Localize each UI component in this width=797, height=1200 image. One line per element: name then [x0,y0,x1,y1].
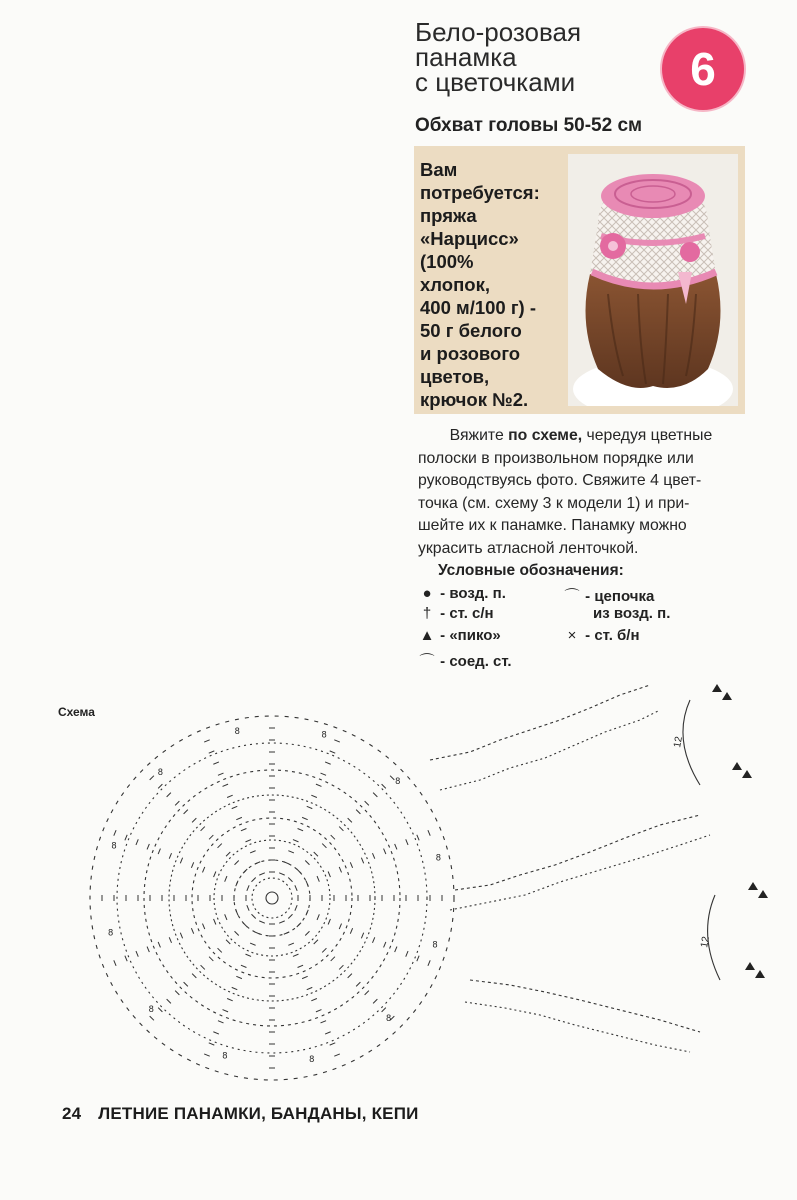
stitch-mark [225,876,227,882]
stitch-mark [201,965,205,969]
stitch-mark [243,869,247,873]
stitch-mark [334,740,340,742]
stitch-mark [314,940,318,944]
stitch-mark [255,862,261,864]
stitch-mark [331,957,335,961]
stitch-mark [325,1032,331,1034]
stitch-mark [236,910,238,916]
stitch-mark [284,932,290,934]
stitch-mark [339,924,341,930]
stitch-mark [382,784,386,788]
stitch-mark [339,867,341,873]
hat-photo-illustration [568,154,738,406]
stitch-mark [191,862,193,868]
stitch-mark [213,1032,219,1034]
stitch-mark [316,784,322,786]
stitch-mark [330,751,336,753]
stitch-mark [348,974,352,978]
stitch-mark [384,942,386,948]
stitch-mark [180,933,182,939]
stitch-mark [373,793,377,797]
stitch-mark [382,1008,386,1012]
stitch-mark [297,869,301,873]
materials-line: «Нарцисс» [420,228,519,249]
stitch-mark [241,828,247,830]
stitch-mark [306,910,308,916]
materials-line: 50 г белого [420,320,522,341]
stitch-mark [395,844,397,850]
stitch-mark [158,1008,162,1012]
stitch-mark [298,965,304,967]
section-title: ЛЕТНИЕ ПАНАМКИ, БАНДАНЫ, КЕПИ [98,1104,419,1123]
stitch-mark [169,937,171,943]
stitch-mark [250,851,256,853]
stitch-mark [339,827,343,831]
instructions-line: точка (см. схему 3 к модели 1) и при- [418,494,690,512]
arc-count-label: 8 [111,840,117,851]
title-line-3: с цветочками [415,67,576,97]
stitch-mark [311,795,317,797]
materials-line: (100% [420,251,474,272]
arc-count-label: 8 [386,1013,392,1024]
stitch-mark [125,956,127,962]
materials-line: потребуется: [420,182,540,203]
stitch-mark [293,840,299,842]
stitch-mark [295,905,297,911]
dagger-icon: † [422,605,432,622]
stitch-mark [247,885,249,891]
stitch-mark [251,877,255,881]
materials-line: пряжа [420,205,477,226]
stitch-mark [307,806,313,808]
stitch-mark [202,867,204,873]
cross-icon: × [567,627,577,644]
materials-line: 400 м/100 г) - [420,297,537,318]
stitch-mark [251,914,255,918]
instructions-line: Вяжите по схеме, чередуя цветные [449,427,713,444]
stitch-mark [321,1021,327,1023]
stitch-mark [204,1054,210,1056]
stitch-mark [334,1054,340,1056]
stitch-mark [428,960,430,966]
stitch-mark [365,801,369,805]
arc-count-label: 8 [432,939,438,950]
stitch-mark [136,951,138,957]
stitch-mark [169,853,171,859]
stitch-mark [175,991,179,995]
stitch-mark [330,1043,336,1045]
stitch-mark [390,776,394,780]
stitch-mark [356,810,360,814]
stitch-mark [147,947,149,953]
stitch-mark [395,947,397,953]
stitch-mark [284,862,290,864]
triangle-icon: ▲ [419,627,435,644]
arc-count-label: 8 [309,1053,315,1064]
stitch-mark [306,881,308,887]
stitch-mark [167,999,171,1003]
stitch-mark [192,974,196,978]
stitch-mark [328,872,330,878]
materials-line: крючок №2. [420,389,529,410]
stitch-mark [184,982,188,986]
picot-marks [712,684,768,978]
stitch-mark [214,919,216,925]
stitch-mark [328,919,330,925]
stitch-mark [365,991,369,995]
stitch-mark [218,948,222,952]
stitch-mark [339,965,343,969]
stitch-mark [307,987,313,989]
article-title [415,17,655,97]
legend-item-double-crochet: † - ст. с/н [418,605,494,622]
stitch-mark [288,851,294,853]
stitch-mark [218,773,224,775]
stitch-mark [311,998,317,1000]
stitch-mark [356,982,360,986]
stitch-mark [305,931,309,935]
stitch-mark [226,852,230,856]
stitch-mark [227,998,233,1000]
dot-icon: ● [422,585,432,602]
stitch-mark [241,965,247,967]
stitch-mark [314,852,318,856]
stitch-mark [209,1043,215,1045]
stitch-mark [302,817,308,819]
stitch-mark [305,861,309,865]
legend-item-chain: ● - возд. п. [418,585,506,602]
stitch-mark [317,914,319,920]
page-footer [62,1104,419,1124]
stitch-mark [213,762,219,764]
stitch-mark [246,840,252,842]
stitch-mark [322,844,326,848]
crochet-diagram [0,640,797,1090]
stitch-mark [406,839,408,845]
stitch-mark [180,858,182,864]
stitch-mark [201,827,205,831]
stitch-mark [204,740,210,742]
stitch-mark [235,931,239,935]
stitch-mark [317,876,319,882]
stitch-mark [150,1016,154,1020]
legend-item-chain-arc-line2: из возд. п. [593,605,671,622]
stitch-mark [227,795,233,797]
title-line-2: панамка [415,42,517,72]
stitch-mark [372,853,374,859]
arc-count-label: 8 [157,766,163,777]
edge-count-label: 12 [672,735,685,749]
stitch-mark [417,835,419,841]
instructions-text [418,425,753,560]
stitch-mark [192,818,196,822]
stitch-mark [331,835,335,839]
instructions-line: руководствуясь фото. Свяжите 4 цвет- [418,472,702,489]
stitch-mark [232,806,238,808]
stitch-mark [350,928,352,934]
stitch-mark [167,793,171,797]
title-line-1: Бело-розовая [415,17,582,47]
edge-count-label: 12 [699,935,712,949]
materials-line: цветов, [420,366,490,387]
model-number-badge [662,28,744,110]
stitch-mark [114,960,116,966]
materials-line: Вам [420,159,458,180]
legend-item-picot: ▲ - «пико» [419,627,501,644]
stitch-mark [348,818,352,822]
stitch-mark [218,1021,224,1023]
instructions-line: полоски в произвольном порядке или [418,449,694,467]
arc-count-label: 8 [222,1050,228,1061]
legend-title: Условные обозначения: [438,562,624,579]
stitch-mark [279,921,285,923]
stitch-mark [250,943,256,945]
stitch-mark [125,835,127,841]
stitch-mark [184,810,188,814]
arc-count-label: 8 [435,852,441,863]
stitch-mark [279,873,285,875]
stitch-mark [246,954,252,956]
stitch-mark [255,932,261,934]
stitch-mark [114,830,116,836]
stitch-mark [236,817,242,819]
stitch-mark [247,905,249,911]
stitch-mark [417,956,419,962]
arc-count-label: 8 [321,729,327,740]
stitch-mark [226,940,230,944]
stitch-mark [428,830,430,836]
arc-count-label: 8 [234,726,240,737]
legend-item-slip-stitch: ⌒ - соед. ст. [418,650,512,671]
hat-photo [568,154,738,406]
head-size: Обхват головы 50-52 см [415,115,643,136]
stitch-mark [295,885,297,891]
stitch-mark [259,921,265,923]
page-number: 24 [62,1104,82,1123]
stitch-mark [218,844,222,848]
stitch-mark [361,933,363,939]
arc-icon: ⌒ [419,653,435,670]
stitch-mark [202,924,204,930]
stitch-mark [288,914,292,918]
stitch-mark [158,849,160,855]
schema-label: Схема [58,705,95,719]
stitch-mark [175,801,179,805]
stitch-mark [136,839,138,845]
stitch-mark [147,844,149,850]
arc-icon: ⌒ [564,588,580,605]
stitch-mark [288,877,292,881]
stitch-mark [223,784,229,786]
arc-count-label: 8 [148,1004,154,1015]
materials-line: хлопок, [420,274,490,295]
stitch-mark [243,923,247,927]
stitch-mark [209,835,213,839]
stitch-mark [232,987,238,989]
stitch-mark [373,999,377,1003]
arc-count-label: 8 [395,775,401,786]
materials-text [420,158,570,411]
stitch-mark [361,858,363,864]
stitch-mark [316,1010,322,1012]
stitch-mark [293,954,299,956]
stitch-mark [302,976,308,978]
legend-item-chain-arc: ⌒ - цепочка [563,585,654,606]
stitch-mark [350,862,352,868]
stitch-mark [214,872,216,878]
stitch-mark [225,914,227,920]
stitch-mark [223,1010,229,1012]
stitch-mark [209,957,213,961]
stitch-mark [406,951,408,957]
materials-line: и розового [420,343,521,364]
stitch-mark [372,937,374,943]
stitch-mark [191,928,193,934]
model-number: 6 [690,43,716,95]
stitch-mark [384,849,386,855]
stitch-mark [325,762,331,764]
instructions-line: украсить атласной ленточкой. [418,539,639,557]
diagram-strips [430,685,710,1052]
stitch-mark [235,861,239,865]
stitch-mark [236,976,242,978]
stitch-mark [297,923,301,927]
stitch-mark [209,751,215,753]
stitch-mark [158,784,162,788]
stitch-mark [158,942,160,948]
stitch-mark [236,881,238,887]
stitch-mark [321,773,327,775]
legend-item-single-crochet: × - ст. б/н [563,627,640,644]
arc-count-label: 8 [108,927,114,938]
stitch-mark [288,943,294,945]
stitch-mark [298,828,304,830]
stitch-mark [322,948,326,952]
instructions-line: шейте их к панамке. Панамку можно [418,517,687,534]
stitch-mark [259,873,265,875]
crown-rings [90,716,454,1080]
stitch-mark [150,776,154,780]
